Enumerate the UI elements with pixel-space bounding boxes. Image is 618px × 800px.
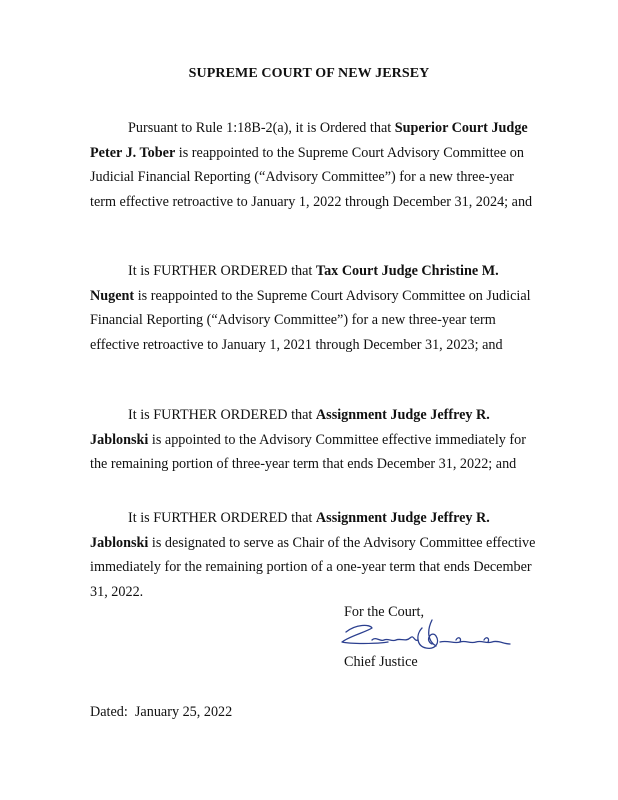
judge-name: Superior Court Judge Peter J. Tober [90,120,528,161]
order-paragraph-4 [90,506,540,604]
judge-name: Tax Court Judge Christine M. Nugent [90,263,499,304]
chief-justice-label: Chief Justice [344,654,418,670]
dated-line: Dated: January 25, 2022 [90,704,233,720]
order-paragraph-2 [90,259,540,357]
handwritten-signature [336,618,526,658]
paragraph-text: Pursuant to Rule 1:18B-2(a), it is Ordered that [128,120,395,136]
paragraph-text: is designated to serve as Chair of the Advisory Committee effective immediately for the remaining portion of a one-year term that ends December 31, 2022. [90,534,536,600]
order-paragraph-3 [90,403,540,477]
paragraph-text: It is FURTHER ORDERED that [128,510,316,526]
order-paragraph-1 [90,116,540,214]
document-title: SUPREME COURT OF NEW JERSEY [188,66,430,81]
judge-name: Assignment Judge Jeffrey R. Jablonski [90,510,490,551]
for-the-court-label: For the Court, [344,604,424,620]
paragraph-text: is reappointed to the Supreme Court Advisory Committee on Judicial Financial Reporting (“Advisory Committee”) for a new three-year term effective retroactive to January 1, 2022 through December 31, 2024; and [90,144,533,210]
paragraph-text: is reappointed to the Supreme Court Advisory Committee on Judicial Financial Reporting (“Advisory Committee”) for a new three-year term effective retroactive to January 1, 2021 through December 31, 2023; and [90,287,531,353]
judge-name: Assignment Judge Jeffrey R. Jablonski [90,407,490,448]
paragraph-text: is appointed to the Advisory Committee effective immediately for the remaining portion of three-year term that ends December 31, 2022; and [90,431,526,472]
paragraph-text: It is FURTHER ORDERED that [128,407,316,423]
paragraph-text: It is FURTHER ORDERED that [128,263,316,279]
